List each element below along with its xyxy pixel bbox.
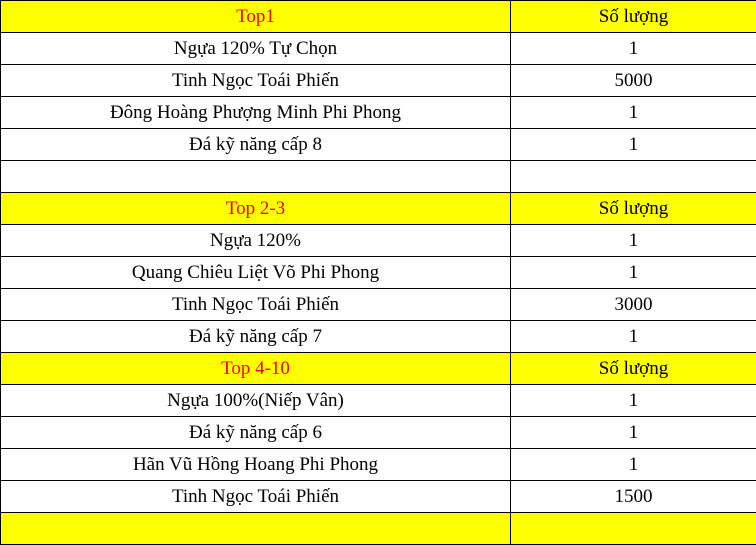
- item-name: Đá kỹ năng cấp 7: [1, 321, 511, 353]
- section-title: Top 4-10: [1, 353, 511, 385]
- item-name: Đá kỹ năng cấp 8: [1, 129, 511, 161]
- item-name: Tinh Ngọc Toái Phiến: [1, 65, 511, 97]
- item-quantity: 1: [511, 33, 756, 65]
- item-name: Ngựa 100%(Niếp Vân): [1, 385, 511, 417]
- table-row: [1, 481, 756, 513]
- section-title: Top1: [1, 1, 511, 33]
- item-quantity: 1: [511, 417, 756, 449]
- item-quantity: 1: [511, 257, 756, 289]
- quantity-header: Số lượng: [511, 1, 756, 33]
- table-row: [1, 97, 756, 129]
- item-name: Hãn Vũ Hồng Hoang Phi Phong: [1, 449, 511, 481]
- table-row: [1, 257, 756, 289]
- table-header-row-top2-3: [1, 193, 756, 225]
- section-title: Top 2-3: [1, 193, 511, 225]
- item-quantity: 1: [511, 129, 756, 161]
- item-name: Tinh Ngọc Toái Phiến: [1, 289, 511, 321]
- table-header-row-top4-10: [1, 353, 756, 385]
- table-row: [1, 289, 756, 321]
- quantity-header-partial: [511, 513, 756, 545]
- quantity-header: Số lượng: [511, 193, 756, 225]
- spacer-cell-qty: [511, 161, 756, 193]
- section-title-partial: [1, 513, 511, 545]
- spacer-row: [1, 161, 756, 193]
- table-header-row-partial: [1, 513, 756, 545]
- quantity-header: Số lượng: [511, 353, 756, 385]
- table-header-row-top1: [1, 1, 756, 33]
- item-name: Tinh Ngọc Toái Phiến: [1, 481, 511, 513]
- item-name: Đá kỹ năng cấp 6: [1, 417, 511, 449]
- item-quantity: 1: [511, 97, 756, 129]
- table-row: [1, 33, 756, 65]
- table-row: [1, 65, 756, 97]
- item-name: Ngựa 120% Tự Chọn: [1, 33, 511, 65]
- table-row: [1, 449, 756, 481]
- item-quantity: 1: [511, 225, 756, 257]
- table-row: [1, 129, 756, 161]
- item-quantity: 1: [511, 321, 756, 353]
- item-quantity: 5000: [511, 65, 756, 97]
- table-row: [1, 385, 756, 417]
- item-quantity: 1: [511, 449, 756, 481]
- item-name: Quang Chiêu Liệt Võ Phi Phong: [1, 257, 511, 289]
- item-quantity: 1500: [511, 481, 756, 513]
- item-name: Đông Hoàng Phượng Minh Phi Phong: [1, 97, 511, 129]
- table-row: [1, 321, 756, 353]
- spacer-cell-name: [1, 161, 511, 193]
- item-quantity: 3000: [511, 289, 756, 321]
- table-row: [1, 417, 756, 449]
- item-name: Ngựa 120%: [1, 225, 511, 257]
- item-quantity: 1: [511, 385, 756, 417]
- table-row: [1, 225, 756, 257]
